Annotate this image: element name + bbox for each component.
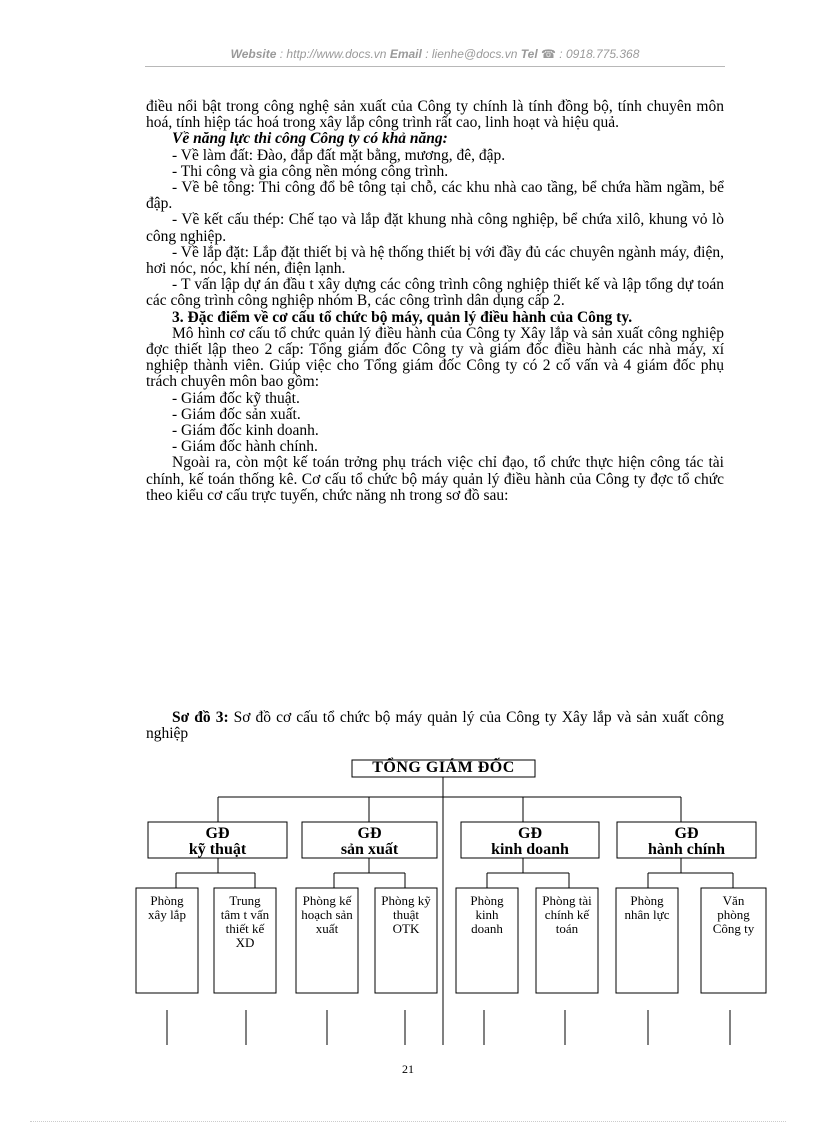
director-code: GĐ	[674, 825, 699, 842]
department-box: Phòng tài chính kế toán	[542, 893, 592, 936]
director-box-technical	[148, 826, 287, 858]
director-name: kỹ thuật	[188, 841, 247, 858]
director-item: - Giám đốc sản xuất.	[172, 405, 301, 423]
director-box-production	[302, 826, 437, 858]
email-label: Email	[389, 47, 422, 61]
caption-label: Sơ đồ 3:	[172, 709, 229, 726]
director-code: GĐ	[357, 825, 382, 842]
department-box: Trung tâm t vấn thiết kế XD	[220, 893, 270, 950]
department-box: Phòng kinh doanh	[470, 893, 504, 936]
director-name: sản xuất	[340, 841, 399, 858]
tel-value: : 0918.775.368	[559, 47, 640, 61]
director-name: kinh doanh	[491, 841, 569, 858]
director-code: GĐ	[518, 825, 542, 842]
department-box: Phòng xây lắp	[148, 893, 186, 922]
capacity-item: - T vấn lập dự án đầu t xây dựng các công trình công nghiệp thiết kế và lập tổng dự toán các công trình công nghiệp nhóm B, các công trình dân dụng cấp 2.	[146, 276, 724, 310]
capacity-item: - Về làm đất: Đào, đắp đất mặt bằng, mương, đê, đập.	[172, 146, 506, 164]
director-item: - Giám đốc kinh doanh.	[172, 422, 319, 440]
page-number: 21	[402, 1062, 414, 1076]
department-box: Phòng kỹ thuật OTK	[381, 893, 431, 936]
capacity-heading: Về năng lực thi công Công ty có khả năng:	[172, 130, 448, 148]
website-value[interactable]: : http://www.docs.vn	[279, 47, 387, 61]
email-value[interactable]: : lienhe@docs.vn	[425, 47, 518, 61]
department-box: Phòng nhân lực	[624, 893, 670, 922]
intro-paragraph: điều nổi bật trong công nghệ sản xuất của Công ty chính là tính đồng bộ, tính chuyên môn hoá, tính hiệp tác hoá trong xây lắp công trình rất cao, linh hoạt và hiệu quả.	[146, 98, 724, 132]
capacity-item: - Về bê tông: Thi công đổ bê tông tại chỗ, các khu nhà cao tầng, bể chứa hầm ngầm, bể đập.	[146, 179, 724, 213]
tel-label: Tel ☎	[520, 47, 556, 61]
capacity-item: - Về kết cấu thép: Chế tạo và lắp đặt khung nhà công nghiệp, bể chứa xilô, khung vỏ lò công nghiệp.	[146, 211, 724, 245]
department-box: Văn phòng Công ty	[712, 893, 755, 936]
director-item: - Giám đốc hành chính.	[172, 438, 318, 456]
website-label: Website	[230, 47, 277, 61]
section-heading: 3. Đặc điểm về cơ cấu tổ chức bộ máy, quản lý điều hành của Công ty.	[172, 308, 633, 326]
top-box-general-director: TỔNG GIÁM ĐỐC	[372, 759, 515, 776]
footer-divider	[30, 1121, 786, 1122]
director-item: - Giám đốc kỹ thuật.	[172, 389, 300, 407]
director-box-administration	[617, 826, 756, 858]
department-box: Phòng kế hoạch sản xuất	[301, 893, 353, 936]
director-code: GĐ	[205, 825, 230, 842]
accounting-paragraph: Ngoài ra, còn một kế toán trởng phụ trách việc chỉ đạo, tổ chức thực hiện công tác tài chính, kế toán thống kê. Cơ cấu tổ chức bộ máy quản lý điều hành của Công ty đợc tổ chức theo kiểu cơ cấu trực tuyến, chức năng nh trong sơ đồ sau:	[146, 454, 724, 504]
caption-text: Sơ đồ cơ cấu tổ chức bộ máy quản lý của Công ty Xây lắp và sản xuất công nghiệp	[146, 709, 724, 743]
structure-paragraph: Mô hình cơ cấu tổ chức quản lý điều hành của Công ty Xây lắp và sản xuất công nghiệp đợc thiết lập theo 2 cấp: Tổng giám đốc Công ty và giám đốc điều hành các nhà máy, xí nghiệp thành viên. Giúp việc cho Tổng giám đốc Công ty có 2 cố vấn và 4 giám đốc phụ trách chuyên môn bao gồm:	[146, 324, 724, 391]
capacity-item: - Thi công và gia công nền móng công trình.	[172, 162, 449, 180]
director-box-business	[461, 826, 599, 858]
capacity-item: - Về lắp đặt: Lắp đặt thiết bị và hệ thống thiết bị với đầy đủ các chuyên ngành máy, điện, hơi nóc, nóc, khí nén, điện lạnh.	[146, 243, 724, 278]
director-name: hành chính	[648, 841, 725, 858]
